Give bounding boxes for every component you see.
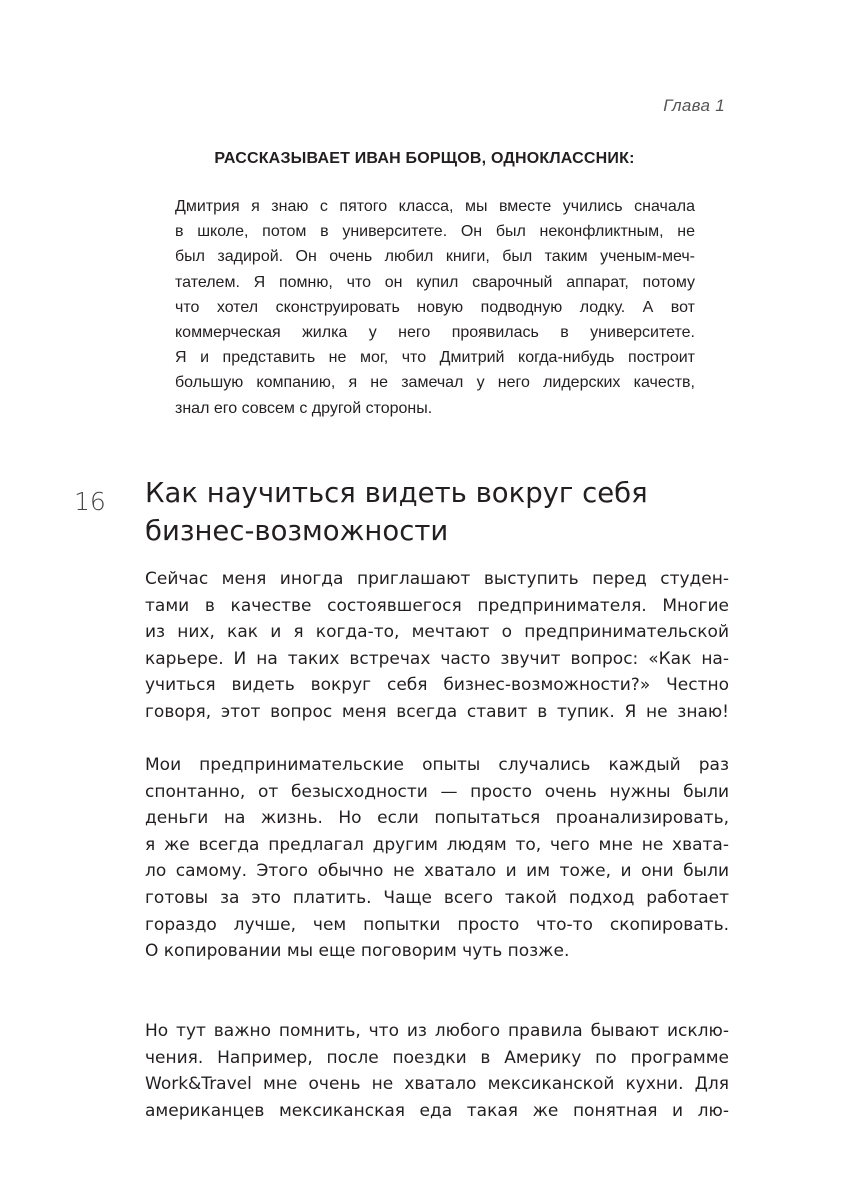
text-line: ло самому. Этого обычно не хватало и им тоже, и они были [145, 861, 729, 882]
body-paragraph [145, 566, 729, 726]
text-line: говоря, этот вопрос меня всегда ставит в тупик. Я не знаю! [145, 701, 729, 722]
quote-line: был задирой. Он очень любил книги, был таким ученым-меч- [175, 248, 695, 266]
running-head: Глава 1 [663, 96, 725, 115]
text-line: Но тут важно помнить, что из любого правила бывают исклю- [145, 1021, 729, 1041]
quote-body [175, 194, 695, 421]
text-line: Work&Travel мне очень не хватало мексиканской кухни. Для [145, 1074, 729, 1095]
text-line: чения. Например, после поездки в Америку по программе [145, 1047, 729, 1068]
text-line: готовы за это платить. Чаще всего такой подход работает [145, 887, 729, 908]
body-paragraph [145, 752, 729, 965]
quote-line: Я и представить не мог, что Дмитрий когда-нибудь построит [175, 349, 695, 367]
section-heading-line: Как научиться видеть вокруг себя [145, 477, 648, 509]
quote-line: коммерческая жилка у него проявилась в университете. [175, 324, 695, 342]
section-heading-line: бизнес-возможности [145, 515, 449, 547]
text-line: Мои предпринимательские опыты случались каждый раз [145, 755, 729, 775]
text-line: деньги на жизнь. Но если попытаться проанализировать, [145, 808, 729, 829]
section-heading [145, 474, 745, 550]
quote-line: знал его совсем с другой стороны. [175, 399, 433, 417]
text-line: я же всегда предлагал другим людям то, чего мне не хвата- [145, 834, 729, 855]
body-paragraph [145, 1018, 729, 1124]
quote-line: большую компанию, я не замечал у него лидерских качеств, [175, 374, 695, 392]
text-line: Сейчас меня иногда приглашают выступить перед студен- [145, 569, 729, 589]
text-line: из них, как и я когда-то, мечтают о предпринимательской [145, 622, 729, 643]
text-line: гораздо лучше, чем попытки просто что-то скопировать. [145, 914, 729, 935]
page-number: 16 [74, 487, 106, 516]
text-line: американцев мексиканская еда такая же понятная и лю- [145, 1100, 729, 1121]
quote-author: РАССКАЗЫВАЕТ ИВАН БОРЩОВ, ОДНОКЛАССНИК: [214, 150, 635, 167]
text-line: учиться видеть вокруг себя бизнес-возможности?» Честно [145, 675, 729, 696]
quote-line: в школе, потом в университете. Он был неконфликтным, не [175, 223, 695, 241]
text-line: карьере. И на таких встречах часто звучит вопрос: «Как на- [145, 648, 729, 669]
text-line: спонтанно, от безысходности — просто очень нужны были [145, 781, 729, 802]
text-line: тами в качестве состоявшегося предпринимателя. Многие [145, 595, 729, 616]
quote-line: что хотел сконструировать новую подводную лодку. А вот [175, 298, 695, 316]
quote-line: тателем. Я помню, что он купил сварочный аппарат, потому [175, 273, 695, 291]
text-line: О копировании мы еще поговорим чуть позже. [145, 941, 570, 962]
quote-line: Дмитрия я знаю с пятого класса, мы вместе учились сначала [175, 198, 695, 215]
